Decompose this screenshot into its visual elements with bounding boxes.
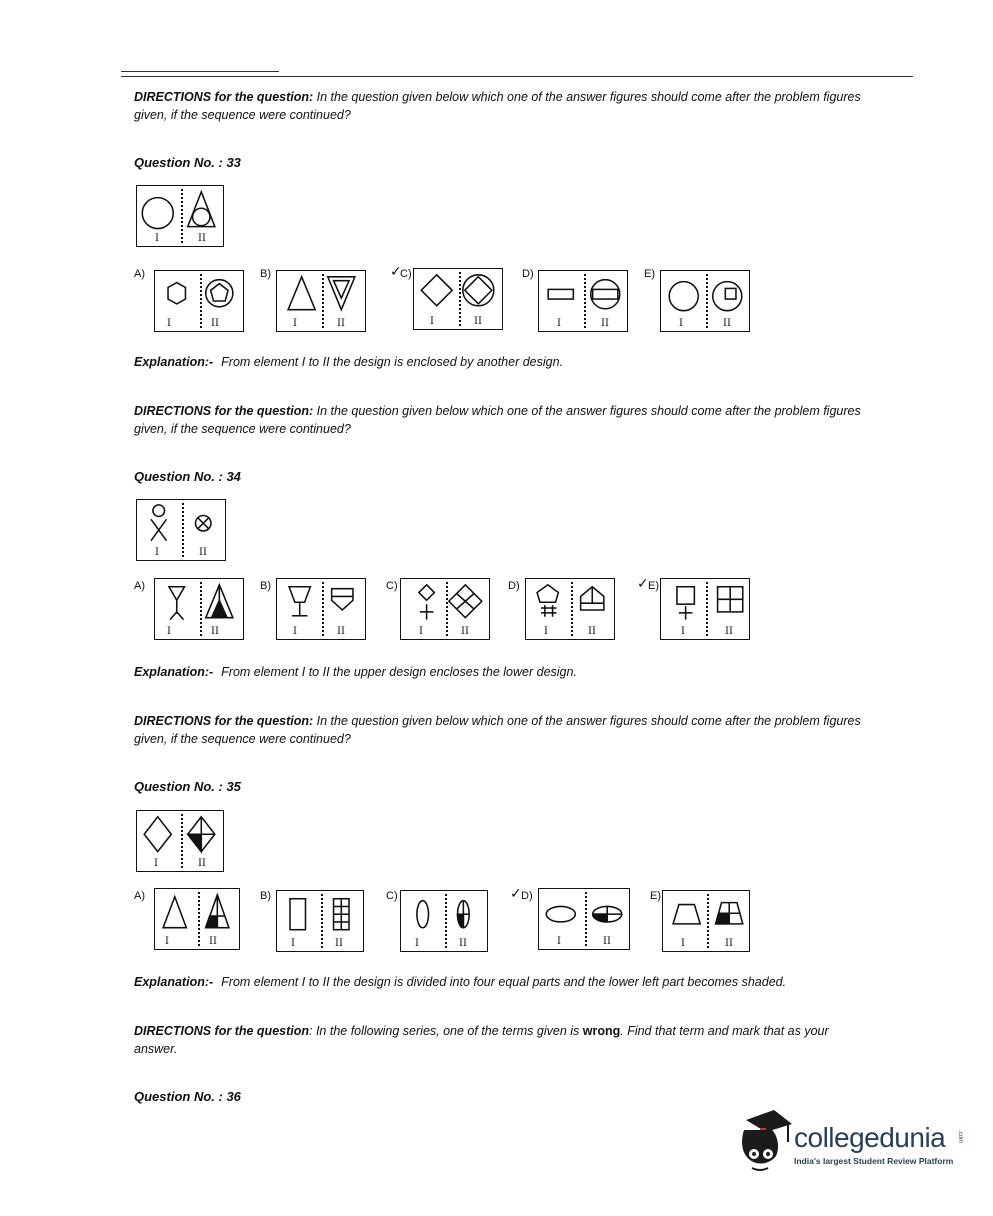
option-figure-33-c[interactable]: I II — [413, 268, 503, 330]
mascot-icon — [738, 1108, 794, 1178]
option-figure-33-d[interactable]: I II — [538, 270, 628, 332]
directions-q36: DIRECTIONS for the question: In the following series, one of the terms given is wrong. Find that term and mark that as your answer. — [134, 1024, 829, 1056]
explanation-35: Explanation:- From element I to II the design is divided into four equal parts and the lower left part becomes shaded. — [134, 975, 787, 989]
question-number-35: Question No. : 35 — [134, 779, 241, 794]
option-figure-35-a[interactable]: I II — [154, 888, 240, 950]
option-label-a: A) — [134, 890, 145, 902]
directions-q35: DIRECTIONS for the question: In the question given below which one of the answer figures should come after the problem figures given, if the sequence were continued? — [134, 714, 861, 746]
option-figure-34-c[interactable]: I II — [400, 578, 490, 640]
explanation-34: Explanation:- From element I to II the upper design encloses the lower design. — [134, 665, 577, 679]
option-figure-33-a[interactable]: I II — [154, 270, 244, 332]
option-label-b: B) — [260, 890, 271, 902]
question-number-36: Question No. : 36 — [134, 1089, 241, 1104]
correct-answer-tick-34: ✓ — [637, 576, 649, 592]
option-label-e: E) — [644, 268, 655, 280]
option-label-a: A) — [134, 268, 145, 280]
option-figure-35-b[interactable]: I II — [276, 890, 364, 952]
correct-answer-tick-35: ✓ — [510, 886, 522, 902]
option-label-b: B) — [260, 268, 271, 280]
option-label-c: C) — [386, 580, 398, 592]
option-figure-35-d[interactable]: I II — [538, 888, 630, 950]
option-figure-35-e[interactable]: I II — [662, 890, 750, 952]
option-figure-34-d[interactable]: I II — [525, 578, 615, 640]
option-figure-33-b[interactable]: I II — [276, 270, 366, 332]
option-figure-34-a[interactable]: I II — [154, 578, 244, 640]
option-label-a: A) — [134, 580, 145, 592]
question-number-34: Question No. : 34 — [134, 469, 241, 484]
logo-tagline: India's largest Student Review Platform — [794, 1156, 954, 1166]
directions-q34: DIRECTIONS for the question: In the question given below which one of the answer figures should come after the problem figures given, if the sequence were continued? — [134, 404, 861, 436]
explanation-33: Explanation:- From element I to II the design is enclosed by another design. — [134, 355, 564, 369]
option-label-e: E) — [648, 580, 659, 592]
collegedunia-logo — [738, 1108, 968, 1178]
option-label-d: D) — [522, 268, 534, 280]
question-number-33: Question No. : 33 — [134, 155, 241, 170]
logo-suffix: .com — [957, 1130, 963, 1144]
option-figure-33-e[interactable]: I II — [660, 270, 750, 332]
problem-figure-34: I II — [136, 499, 226, 561]
problem-figure-35: I II — [136, 810, 224, 872]
directions-q33: DIRECTIONS for the question: In the question given below which one of the answer figures should come after the problem figures given, if the sequence were continued? — [134, 90, 861, 122]
option-figure-34-e[interactable]: I II — [660, 578, 750, 640]
option-label-b: B) — [260, 580, 271, 592]
option-figure-35-c[interactable]: I II — [400, 890, 488, 952]
header-rule — [121, 76, 913, 77]
header-rule-short — [121, 71, 279, 72]
option-label-c: C) — [400, 268, 412, 280]
option-label-c: C) — [386, 890, 398, 902]
option-figure-34-b[interactable]: I II — [276, 578, 366, 640]
correct-answer-tick-33: ✓ — [390, 264, 402, 280]
problem-figure-33: I II — [136, 185, 224, 247]
option-label-d: D) — [521, 890, 533, 902]
option-label-d: D) — [508, 580, 520, 592]
logo-wordmark: collegedunia — [794, 1122, 946, 1153]
option-label-e: E) — [650, 890, 661, 902]
